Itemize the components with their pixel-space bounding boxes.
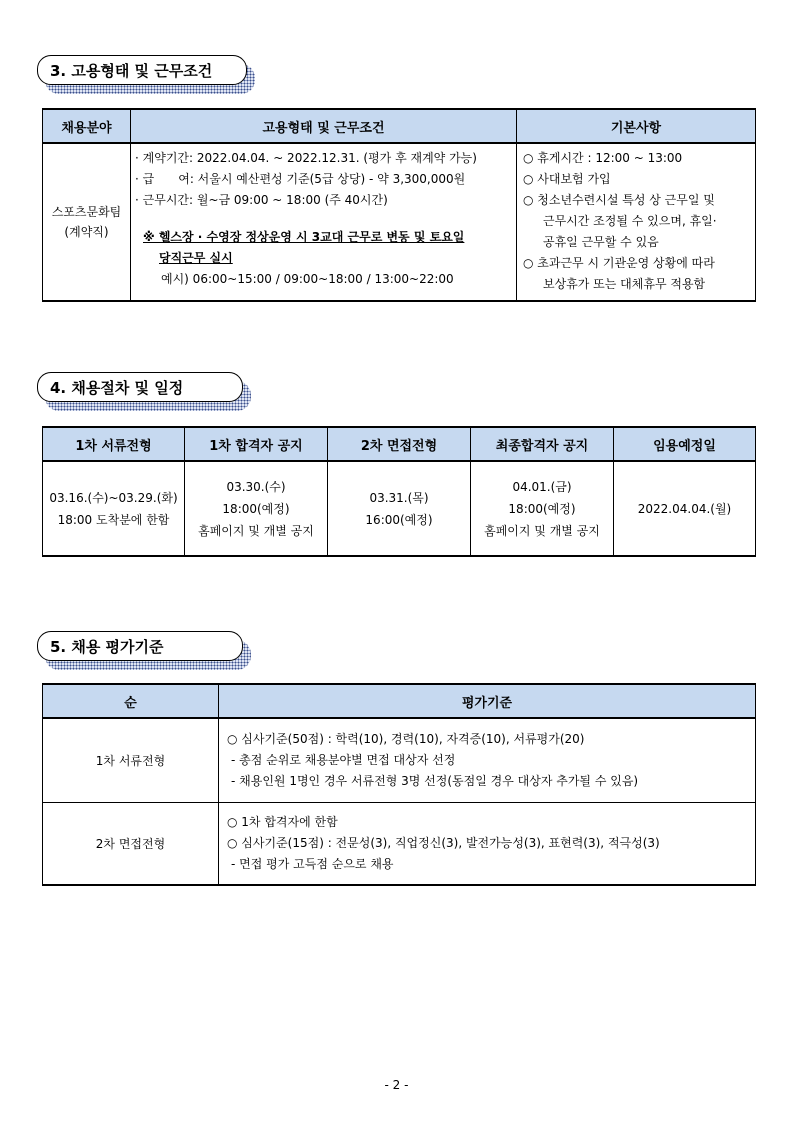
basic-item-cont: 보상휴가 또는 대체휴무 적용함	[543, 277, 706, 291]
row1-label: 1차 서류전형	[43, 718, 219, 802]
basic-item-cont: 근무시간 조정될 수 있으며, 휴일·	[543, 214, 717, 228]
field-name: 스포츠문화팀	[51, 205, 122, 219]
condition-line: · 계약기간: 2022.04.04. ~ 2022.12.31. (평가 후 재계약 가능)	[135, 151, 477, 165]
conditions-cell	[131, 143, 517, 301]
section-title-box	[37, 372, 243, 402]
schedule-table	[42, 426, 756, 557]
page-number: - 2 -	[384, 1078, 409, 1092]
field-cell	[43, 143, 131, 301]
step2-cell	[328, 461, 471, 556]
basic-item: ○ 초과근무 시 기관운영 상황에 따라	[523, 256, 715, 270]
shift-example: 예시) 06:00~15:00 / 09:00~18:00 / 13:00~22:00	[161, 272, 454, 286]
shift-note-cont: 당직근무 실시	[159, 251, 233, 265]
header-conditions: 고용형태 및 근무조건	[131, 109, 517, 143]
row2-criteria	[219, 802, 756, 885]
criteria-line: - 총점 순위로 채용분야별 면접 대상자 선정	[231, 752, 456, 767]
section5-title-text: 5. 채용 평가기준	[50, 637, 164, 656]
header-field: 채용분야	[43, 109, 131, 143]
evaluation-table	[42, 683, 756, 886]
schedule-line: 18:00(예정)	[508, 501, 576, 516]
criteria-line: ○ 심사기준(50점) : 학력(10), 경력(10), 자격증(10), 서류평가(20)	[227, 731, 585, 746]
final-notice-cell	[471, 461, 614, 556]
header-step1-notice: 1차 합격자 공지	[185, 427, 328, 461]
condition-line: · 근무시간: 월~금 09:00 ~ 18:00 (주 40시간)	[135, 193, 388, 207]
start-date-cell	[614, 461, 756, 556]
step1-notice-cell	[185, 461, 328, 556]
basic-item: ○ 사대보험 가입	[523, 172, 611, 186]
employment-conditions-table	[42, 108, 756, 302]
criteria-line: ○ 1차 합격자에 한함	[227, 814, 338, 829]
header-start-date: 임용예정일	[614, 427, 756, 461]
schedule-line: 18:00(예정)	[222, 501, 290, 516]
header-criteria: 평가기준	[219, 684, 756, 718]
header-basics: 기본사항	[517, 109, 756, 143]
schedule-line: 16:00(예정)	[365, 512, 433, 527]
section3-title	[37, 55, 247, 85]
basics-cell	[517, 143, 756, 301]
schedule-line: 2022.04.04.(월)	[637, 502, 732, 516]
schedule-line: 03.31.(목)	[369, 490, 429, 505]
section-title-box	[37, 631, 243, 661]
basic-item: ○ 청소년수련시설 특성 상 근무일 및	[523, 193, 715, 207]
schedule-line: 18:00 도착분에 한함	[57, 512, 170, 527]
schedule-line: 홈페이지 및 개별 공지	[484, 523, 600, 538]
criteria-line: - 면접 평가 고득점 순으로 채용	[231, 856, 394, 871]
header-step2: 2차 면접전형	[328, 427, 471, 461]
header-final-notice: 최종합격자 공지	[471, 427, 614, 461]
row2-label: 2차 면접전형	[43, 802, 219, 885]
section3-title-text: 3. 고용형태 및 근무조건	[50, 61, 213, 80]
criteria-line: - 채용인원 1명인 경우 서류전형 3명 선정(동점일 경우 대상자 추가될 수 있음)	[231, 773, 639, 788]
step1-cell	[43, 461, 185, 556]
schedule-line: 홈페이지 및 개별 공지	[198, 523, 314, 538]
row1-criteria	[219, 718, 756, 802]
basic-item: ○ 휴게시간 : 12:00 ~ 13:00	[523, 151, 683, 165]
criteria-line: ○ 심사기준(15점) : 전문성(3), 직업정신(3), 발전가능성(3), 표현력(3), 적극성(3)	[227, 835, 660, 850]
section4-title	[37, 372, 243, 402]
field-type: (계약직)	[64, 225, 109, 239]
header-order: 순	[43, 684, 219, 718]
schedule-line: 03.16.(수)~03.29.(화)	[49, 490, 178, 505]
schedule-line: 03.30.(수)	[226, 479, 286, 494]
condition-line: · 급 여: 서울시 예산편성 기준(5급 상당) - 약 3,300,000원	[135, 172, 466, 186]
section4-title-text: 4. 채용절차 및 일정	[50, 378, 184, 397]
section-title-box	[37, 55, 247, 85]
basic-item-cont: 공휴일 근무할 수 있음	[543, 235, 659, 249]
section5-title	[37, 631, 243, 661]
header-step1: 1차 서류전형	[43, 427, 185, 461]
shift-note: ※ 헬스장 · 수영장 정상운영 시 3교대 근무로 변동 및 토요일	[143, 230, 465, 244]
schedule-line: 04.01.(금)	[512, 479, 572, 494]
